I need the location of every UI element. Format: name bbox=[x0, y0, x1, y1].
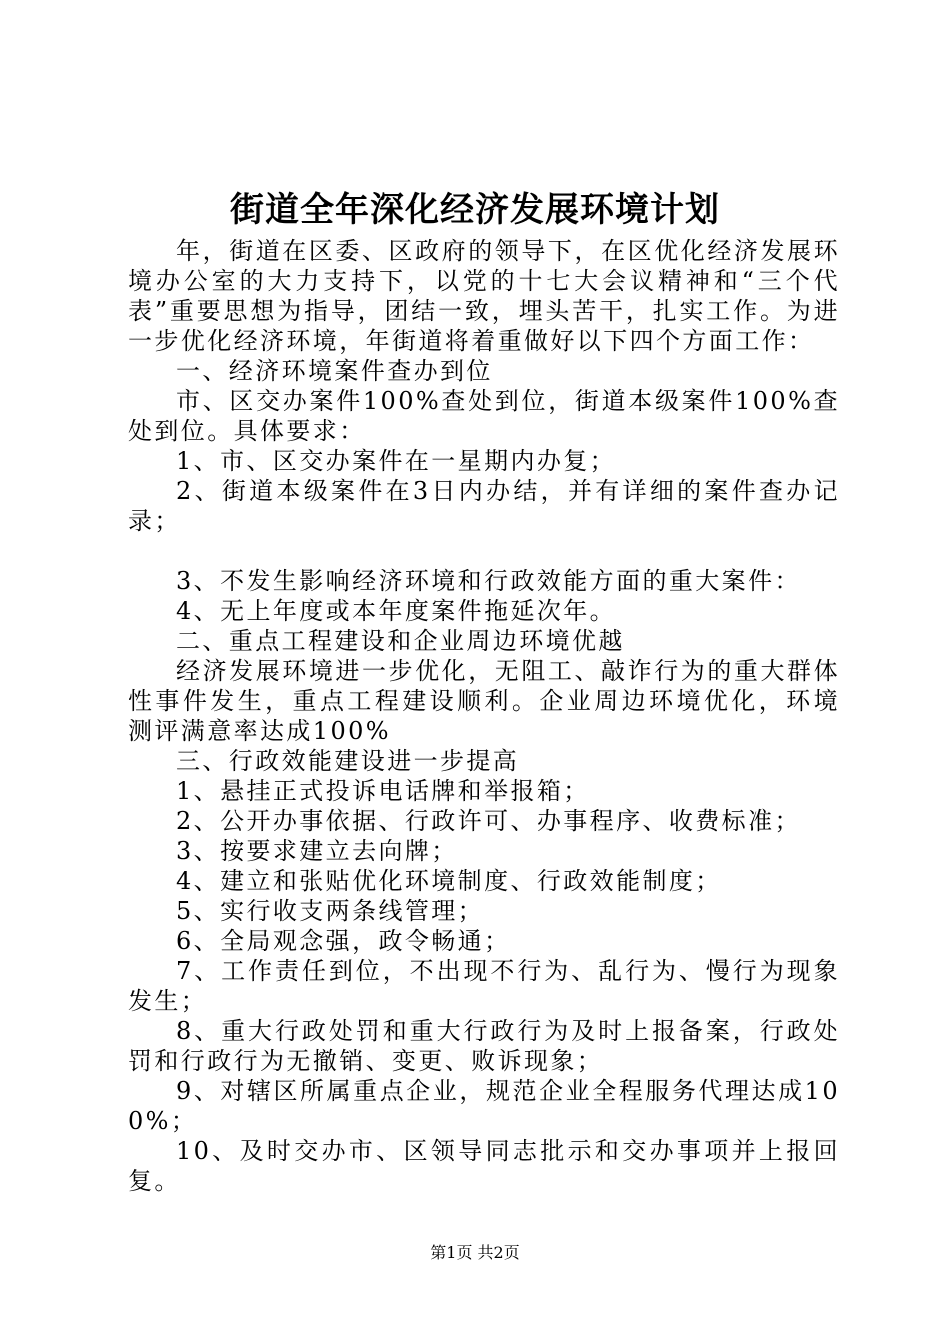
list-item: 5、实行收支两条线管理； bbox=[176, 897, 485, 925]
list-item: 2、街道本级案件在3日内办结，并有详细的案件查办记录； bbox=[128, 477, 840, 535]
paragraph: 市、区交办案件100%查处到位，街道本级案件100%查处到位。具体要求： bbox=[128, 387, 840, 445]
list-item: 7、工作责任到位，不出现不行为、乱行为、慢行为现象发生； bbox=[128, 957, 840, 1015]
section-heading-3: 三、行政效能建设进一步提高 bbox=[176, 747, 520, 775]
section-heading-1: 一、经济环境案件查办到位 bbox=[176, 357, 493, 385]
list-item: 10、及时交办市、区领导同志批示和交办事项并上报回复。 bbox=[128, 1137, 840, 1195]
list-item: 3、不发生影响经济环境和行政效能方面的重大案件： bbox=[176, 567, 801, 595]
list-item: 1、市、区交办案件在一星期内办复； bbox=[176, 447, 617, 475]
list-item: 2、公开办事依据、行政许可、办事程序、收费标准； bbox=[176, 807, 801, 835]
list-item: 1、悬挂正式投诉电话牌和举报箱； bbox=[176, 777, 590, 805]
list-item: 8、重大行政处罚和重大行政行为及时上报备案，行政处罚和行政行为无撤销、变更、败诉现象； bbox=[128, 1017, 840, 1075]
section-heading-2: 二、重点工程建设和企业周边环境优越 bbox=[176, 627, 625, 655]
list-item: 4、建立和张贴优化环境制度、行政效能制度； bbox=[176, 867, 722, 895]
list-item: 6、全局观念强，政令畅通； bbox=[176, 927, 511, 955]
paragraph-intro: 年，街道在区委、区政府的领导下，在区优化经济发展环境办公室的大力支持下，以党的十七大会议精神和“三个代表”重要思想为指导，团结一致，埋头苦干，扎实工作。为进一步优化经济环境，年街道将着重做好以下四个方面工作： bbox=[128, 237, 840, 355]
blank-line bbox=[128, 536, 840, 566]
document-body bbox=[128, 236, 840, 1196]
document-title: 街道全年深化经济发展环境计划 bbox=[230, 190, 720, 230]
page-footer: 第1页 共2页 bbox=[430, 1243, 520, 1262]
list-item: 3、按要求建立去向牌； bbox=[176, 837, 458, 865]
list-item: 9、对辖区所属重点企业，规范企业全程服务代理达成100%； bbox=[128, 1077, 840, 1135]
paragraph: 经济发展环境进一步优化，无阻工、敲诈行为的重大群体性事件发生，重点工程建设顺利。企业周边环境优化，环境测评满意率达成100% bbox=[128, 657, 840, 745]
list-item: 4、无上年度或本年度案件拖延次年。 bbox=[176, 597, 617, 625]
